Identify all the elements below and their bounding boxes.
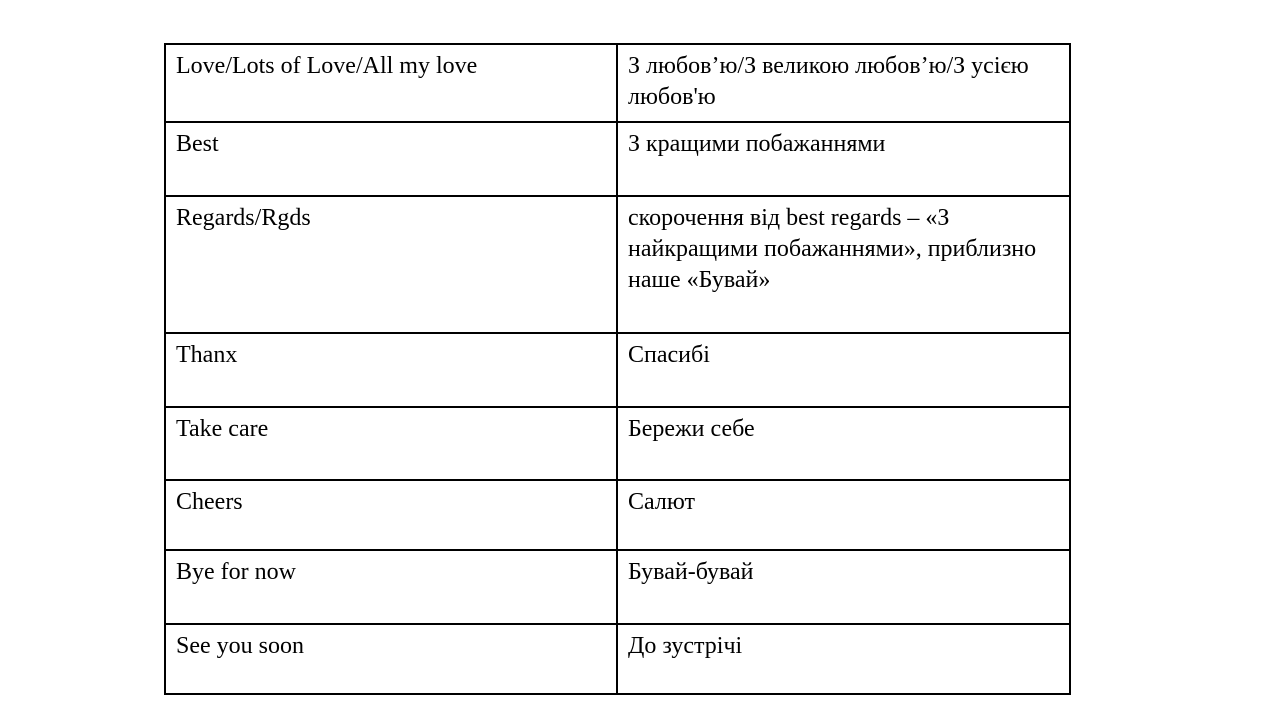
english-cell: Love/Lots of Love/All my love (165, 44, 617, 122)
english-cell: See you soon (165, 624, 617, 694)
ukrainian-cell: З кращими побажаннями (617, 122, 1070, 196)
table-row (165, 550, 1070, 624)
table-row (165, 44, 1070, 122)
phrase-table (164, 43, 1071, 695)
ukrainian-cell: скорочення від best regards – «З найкращими побажаннями», приблизно наше «Бувай» (617, 196, 1070, 333)
table-row (165, 122, 1070, 196)
english-cell: Thanx (165, 333, 617, 407)
ukrainian-cell: Бережи себе (617, 407, 1070, 480)
english-cell: Bye for now (165, 550, 617, 624)
english-cell: Best (165, 122, 617, 196)
table-row (165, 407, 1070, 480)
english-cell: Cheers (165, 480, 617, 550)
english-cell: Regards/Rgds (165, 196, 617, 333)
table-row (165, 196, 1070, 333)
ukrainian-cell: З любов’ю/З великою любов’ю/З усією любов'ю (617, 44, 1070, 122)
table-row (165, 480, 1070, 550)
english-cell: Take care (165, 407, 617, 480)
table-row (165, 624, 1070, 694)
ukrainian-cell: Салют (617, 480, 1070, 550)
ukrainian-cell: Бувай-бувай (617, 550, 1070, 624)
ukrainian-cell: До зустрічі (617, 624, 1070, 694)
table-row (165, 333, 1070, 407)
ukrainian-cell: Спасибі (617, 333, 1070, 407)
